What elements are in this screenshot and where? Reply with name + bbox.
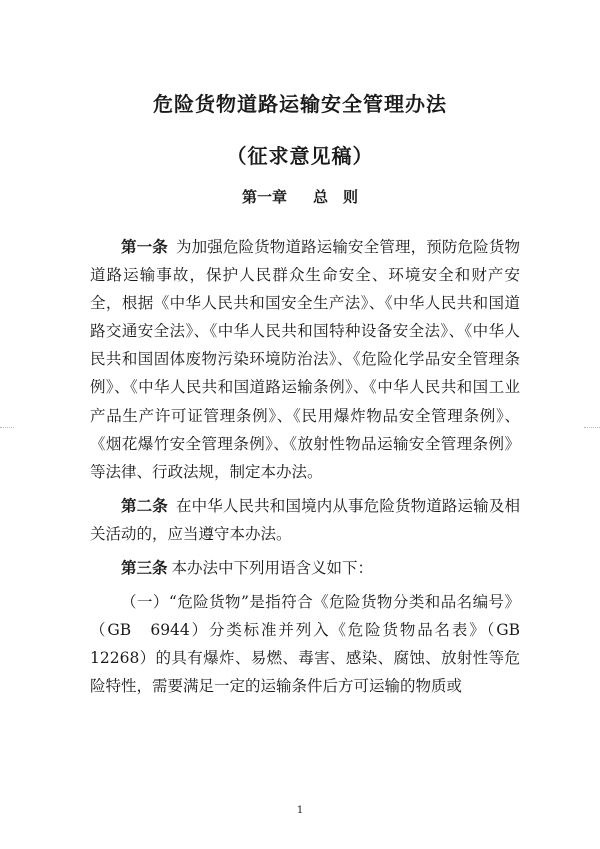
article-2 xyxy=(90,492,520,548)
chapter-heading xyxy=(0,186,600,207)
article-label: 第二条 xyxy=(121,495,168,515)
article-label: 第三条 xyxy=(121,558,168,578)
item-number: （一） xyxy=(121,593,169,612)
article-text: 在中华人民共和国境内从事危险货物道路运输及相关活动的，应当遵守本办法。 xyxy=(90,496,520,543)
page-edge-rule-right xyxy=(584,427,600,429)
document-subtitle: （征求意见稿） xyxy=(226,144,374,168)
definition-item xyxy=(90,588,520,700)
page-number: 1 xyxy=(296,805,304,816)
article-text: 为加强危险货物道路运输安全管理，预防危险货物道路运输事故，保护人民群众生命安全、环境安全和财产安全，根据《中华人民共和国安全生产法》、《中华人民共和国道路交通安全法》、《中华人民共和国特种设备安全法》、《中华人民共和国固体废物污染环境防治法》、《危险化学品安全管理条例》、《中华人民共和国道路运输条例》、《中华人民共和国工业产品生产许可证管理条例》、《民用爆炸物品安全管理条例》、《烟花爆竹安全管理条例》、《放射性物品运输安全管理条例》等法律、行政法规，制定本办法。 xyxy=(90,238,520,481)
document-title: 危险货物道路运输安全管理办法 xyxy=(153,92,447,116)
chapter-name: 总 则 xyxy=(313,188,359,206)
document-body xyxy=(90,233,520,701)
item-text: “危险货物”是指符合《危险货物分类和品名编号》（GB 6944）分类标准并列入《危险货物品名表》（GB 12268）的具有爆炸、易燃、毒害、感染、腐蚀、放射性等危险特性，需要满足一定的运输条件后方可运输的物质或 xyxy=(90,593,520,696)
page-edge-rule-left xyxy=(0,427,14,429)
article-text: 本办法中下列用语含义如下： xyxy=(171,559,374,578)
article-label: 第一条 xyxy=(121,237,168,256)
chapter-number: 第一章 xyxy=(241,188,287,206)
article-3 xyxy=(90,554,520,582)
article-1 xyxy=(90,233,520,486)
